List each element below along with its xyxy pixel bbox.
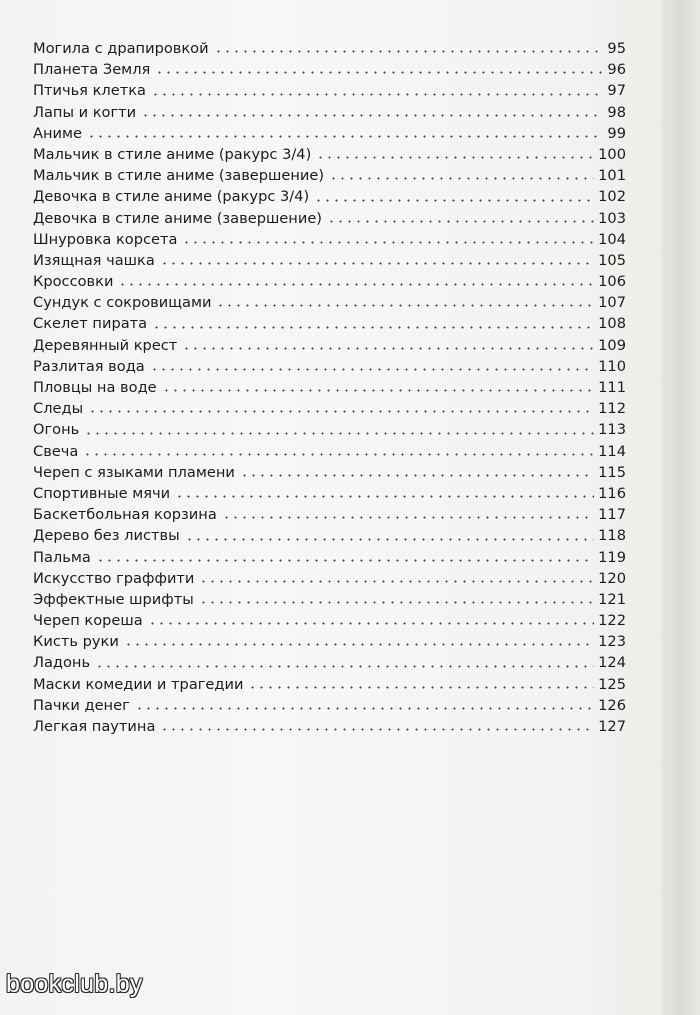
toc-entry [33,419,626,440]
dot-leader [198,580,594,583]
dot-leader [326,220,594,223]
toc-entry-title: Птичья клетка [33,82,146,100]
toc-entry-page-number: 116 [598,484,626,502]
toc-entry-title: Ладонь [33,654,91,672]
dot-leader [184,538,595,541]
toc-entry-page-number: 121 [598,590,626,608]
toc-entry [33,674,626,695]
toc-entry-title: Череп с языками пламени [33,463,235,481]
toc-entry-page-number: 109 [598,336,626,354]
dot-leader [95,559,594,562]
dot-leader [313,199,594,202]
toc-entry-page-number: 126 [598,696,626,714]
toc-entry [33,525,626,546]
dot-leader [86,135,603,138]
toc-entry-title: Могила с драпировкой [33,40,209,57]
toc-entry [33,483,626,504]
toc-entry [33,165,626,186]
toc-entry-page-number: 115 [598,463,626,481]
toc-entry [33,208,626,229]
toc-entry-page-number: 103 [598,209,626,227]
toc-entry [33,377,626,398]
toc-entry [33,102,626,123]
dot-leader [147,622,594,625]
toc-entry-title: Пловцы на воде [33,379,157,396]
dot-leader [117,283,594,286]
toc-entry-page-number: 100 [598,145,626,163]
toc-entry [33,313,626,334]
toc-entry-page-number: 123 [598,633,626,651]
dot-leader [198,601,594,604]
dot-leader [123,643,594,646]
toc-entry-title: Аниме [33,124,82,142]
toc-entry-page-number: 110 [598,357,626,375]
toc-entry [33,589,626,610]
toc-entry [33,250,626,271]
toc-entry-title: Следы [33,400,84,418]
toc-entry-title: Пальма [33,548,91,566]
toc-entry-page-number: 107 [598,294,626,312]
toc-entry-page-number: 105 [598,251,626,269]
toc-entry-page-number: 108 [598,315,626,333]
dot-leader [94,665,594,668]
site-watermark: bookclub.by [6,970,143,998]
toc-entry [33,547,626,568]
toc-entry-title: Пачки денег [33,696,130,714]
toc-entry-page-number: 112 [598,400,626,418]
toc-entry-page-number: 97 [607,82,626,100]
dot-leader [83,432,594,435]
toc-entry-title: Лапы и когти [33,103,137,121]
dot-leader [140,114,603,117]
toc-entry-title: Девочка в стиле аниме (ракурс 3/4) [33,188,310,206]
dot-leader [239,474,594,477]
dot-leader [150,93,603,96]
toc-entry-title: Мальчик в стиле аниме (ракурс 3/4) [33,145,312,163]
toc-entry [33,504,626,525]
toc-entry-page-number: 120 [598,569,626,587]
table-of-contents [33,38,626,737]
dot-leader [315,156,594,159]
toc-entry [33,59,626,80]
dot-leader [161,389,594,392]
dot-leader [134,707,594,710]
toc-entry-title: Огонь [33,421,80,439]
dot-leader [159,262,594,265]
toc-entry-title: Маски комедии и трагедии [33,675,244,693]
toc-entry-title: Кисть руки [33,633,119,651]
toc-entry-page-number: 124 [598,654,626,672]
toc-entry-title: Дерево без листвы [33,527,180,545]
toc-entry-title: Разлитая вода [33,357,145,375]
toc-entry [33,356,626,377]
toc-entry [33,123,626,144]
toc-entry [33,568,626,589]
toc-entry-title: Спортивные мячи [33,484,171,502]
toc-entry [33,80,626,101]
toc-entry-page-number: 119 [598,548,626,566]
toc-entry-title: Девочка в стиле аниме (завершение) [33,209,322,227]
toc-entry [33,38,626,59]
dot-leader [159,728,594,731]
dot-leader [221,516,594,519]
toc-entry-page-number: 106 [598,273,626,291]
toc-entry [33,610,626,631]
toc-entry [33,631,626,652]
toc-entry-page-number: 122 [598,612,626,630]
dot-leader [154,71,603,74]
toc-entry-page-number: 104 [598,230,626,248]
toc-entry-title: Баскетбольная корзина [33,506,217,524]
toc-entry [33,695,626,716]
toc-entry-title: Мальчик в стиле аниме (завершение) [33,167,325,185]
toc-entry-page-number: 96 [607,61,626,79]
toc-entry [33,398,626,419]
toc-entry [33,186,626,207]
page-edge [662,0,700,1015]
toc-entry-title: Легкая паутина [33,718,156,735]
toc-entry-page-number: 95 [607,40,626,57]
toc-entry-title: Деревянный крест [33,336,178,354]
toc-entry [33,335,626,356]
toc-entry [33,652,626,673]
toc-entry-page-number: 113 [598,421,626,439]
toc-entry [33,462,626,483]
toc-entry [33,716,626,737]
toc-entry [33,292,626,313]
dot-leader [181,347,594,350]
toc-entry-title: Скелет пирата [33,315,148,333]
toc-entry [33,271,626,292]
dot-leader [149,368,594,371]
toc-entry-page-number: 98 [607,103,626,121]
toc-entry-title: Свеча [33,442,79,460]
dot-leader [181,241,594,244]
dot-leader [215,304,594,307]
toc-entry-page-number: 102 [598,188,626,206]
toc-entry-title: Изящная чашка [33,251,155,269]
toc-entry-page-number: 99 [607,124,626,142]
toc-entry-page-number: 117 [598,506,626,524]
toc-entry-page-number: 114 [598,442,626,460]
dot-leader [247,686,594,689]
dot-leader [328,177,594,180]
toc-entry-title: Кроссовки [33,273,114,291]
dot-leader [151,326,594,329]
toc-entry [33,441,626,462]
toc-entry [33,144,626,165]
toc-entry-page-number: 111 [598,379,626,396]
toc-entry-page-number: 101 [598,167,626,185]
toc-entry-title: Сундук с сокровищами [33,294,212,312]
dot-leader [174,495,594,498]
dot-leader [82,453,594,456]
toc-entry [33,229,626,250]
toc-entry-page-number: 118 [598,527,626,545]
toc-entry-title: Планета Земля [33,61,151,79]
toc-entry-page-number: 125 [598,675,626,693]
toc-entry-title: Череп кореша [33,612,143,630]
toc-entry-title: Искусство граффити [33,569,195,587]
dot-leader [213,50,604,53]
dot-leader [87,410,594,413]
toc-entry-title: Эффектные шрифты [33,590,194,608]
toc-entry-page-number: 127 [598,718,626,735]
toc-entry-title: Шнуровка корсета [33,230,178,248]
